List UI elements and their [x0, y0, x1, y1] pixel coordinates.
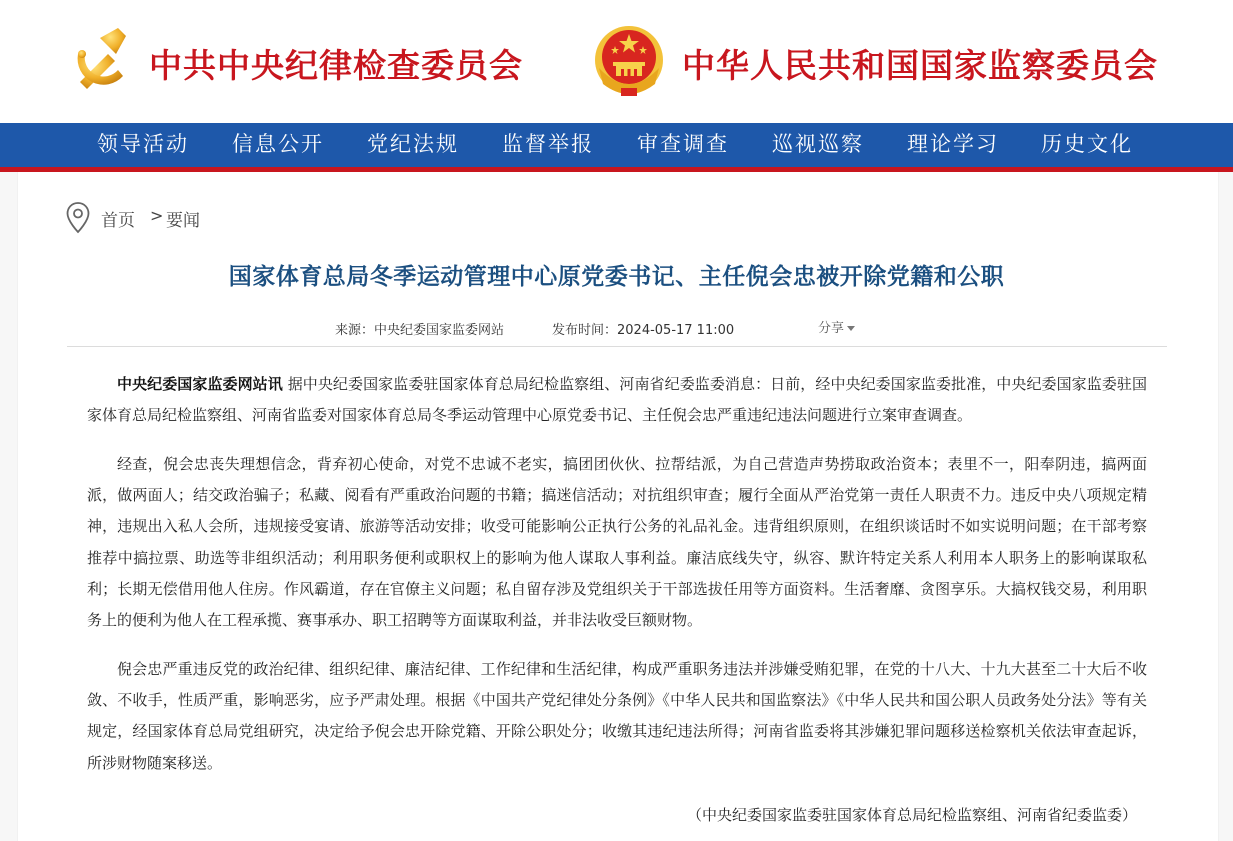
cpc-ccdi-title[interactable]: 中共中央纪律检查委员会	[149, 46, 523, 85]
nav-item-leadership[interactable]: 领导活动	[97, 132, 189, 156]
nav-item-history-culture[interactable]: 历史文化	[1041, 132, 1133, 156]
nav-item-supervision-report[interactable]: 监督举报	[502, 132, 594, 156]
article-lead: 中央纪委国家监委网站讯	[117, 375, 283, 393]
nav-item-inspection[interactable]: 巡视巡察	[772, 132, 864, 156]
article-paragraph-3: 倪会忠严重违反党的政治纪律、组织纪律、廉洁纪律、工作纪律和生活纪律，构成严重职务违法并涉嫌受贿犯罪，在党的十八大、十九大甚至二十大后不收敛、不收手，性质严重，影响恶劣，应予严肃处理。根据《中国共产党纪律处分条例》《中华人民共和国监察法》《中华人民共和国公职人员政务处分法》等有关规定，经国家体育总局党组研究，决定给予倪会忠开除党籍、开除公职处分；收缴其违纪违法所得；河南省监委将其涉嫌犯罪问题移送检察机关依法审查起诉，所涉财物随案移送。	[87, 660, 1147, 772]
nav-item-info-disclosure[interactable]: 信息公开	[232, 132, 324, 156]
article-publish-time: 发布时间：2024-05-17 11:00	[552, 323, 735, 338]
main-nav	[0, 123, 1233, 172]
nav-item-theory-study[interactable]: 理论学习	[907, 132, 999, 156]
nav-item-party-regulations[interactable]: 党纪法规	[367, 132, 459, 156]
breadcrumb-current[interactable]: 要闻	[166, 211, 200, 231]
national-emblem-icon	[593, 24, 665, 98]
chevron-down-icon	[847, 326, 855, 331]
article-paragraph-1	[87, 369, 1147, 431]
location-pin-icon	[66, 202, 90, 234]
share-button[interactable]	[818, 317, 855, 336]
breadcrumb-home[interactable]: 首页	[101, 211, 135, 231]
article-title: 国家体育总局冬季运动管理中心原党委书记、主任倪会忠被开除党籍和公职	[228, 264, 1005, 290]
article-paragraph-2: 经查，倪会忠丧失理想信念，背弃初心使命，对党不忠诚不老实，搞团团伙伙、拉帮结派，为自己营造声势捞取政治资本；表里不一，阳奉阴违，搞两面派，做两面人；结交政治骗子；私藏、阅看有严重政治问题的书籍；搞迷信活动；对抗组织审查；履行全面从严治党第一责任人职责不力。违反中央八项规定精神，违规出入私人会所，违规接受宴请、旅游等活动安排；收受可能影响公正执行公务的礼品礼金。违背组织原则，在组织谈话时不如实说明问题；在干部考察推荐中搞拉票、助选等非组织活动；利用职务便利或职权上的影响为他人谋取人事利益。廉洁底线失守，纵容、默许特定关系人利用本人职务上的影响谋取私利；长期无偿借用他人住房。作风霸道，存在官僚主义问题；私自留存涉及党组织关于干部选拔任用等方面资料。生活奢靡、贪图享乐。大搞权钱交易，利用职务上的便利为他人在工程承揽、赛事承办、职工招聘等方面谋取利益，并非法收受巨额财物。	[87, 455, 1147, 630]
share-label: 分享	[818, 321, 845, 336]
nsc-title[interactable]: 中华人民共和国国家监察委员会	[682, 46, 1158, 85]
article-source-note: （中央纪委国家监委驻国家体育总局纪检监察组、河南省纪委监委）	[686, 806, 1137, 824]
breadcrumb-separator: >	[150, 206, 164, 225]
article-paragraph-1-text: 据中央纪委国家监委驻国家体育总局纪检监察组、河南省纪委监委消息：日前，经中央纪委国家监委批准，中央纪委国家监委驻国家体育总局纪检监察组、河南省监委对国家体育总局冬季运动管理中心原党委书记、主任倪会忠严重违纪违法问题进行立案审查调查。	[87, 375, 1147, 425]
title-divider	[67, 346, 1167, 347]
article-source: 来源：中央纪委国家监委网站	[335, 323, 505, 338]
site-header	[0, 0, 1233, 123]
party-emblem-icon	[68, 24, 138, 94]
nav-item-investigation[interactable]: 审查调查	[637, 132, 729, 156]
